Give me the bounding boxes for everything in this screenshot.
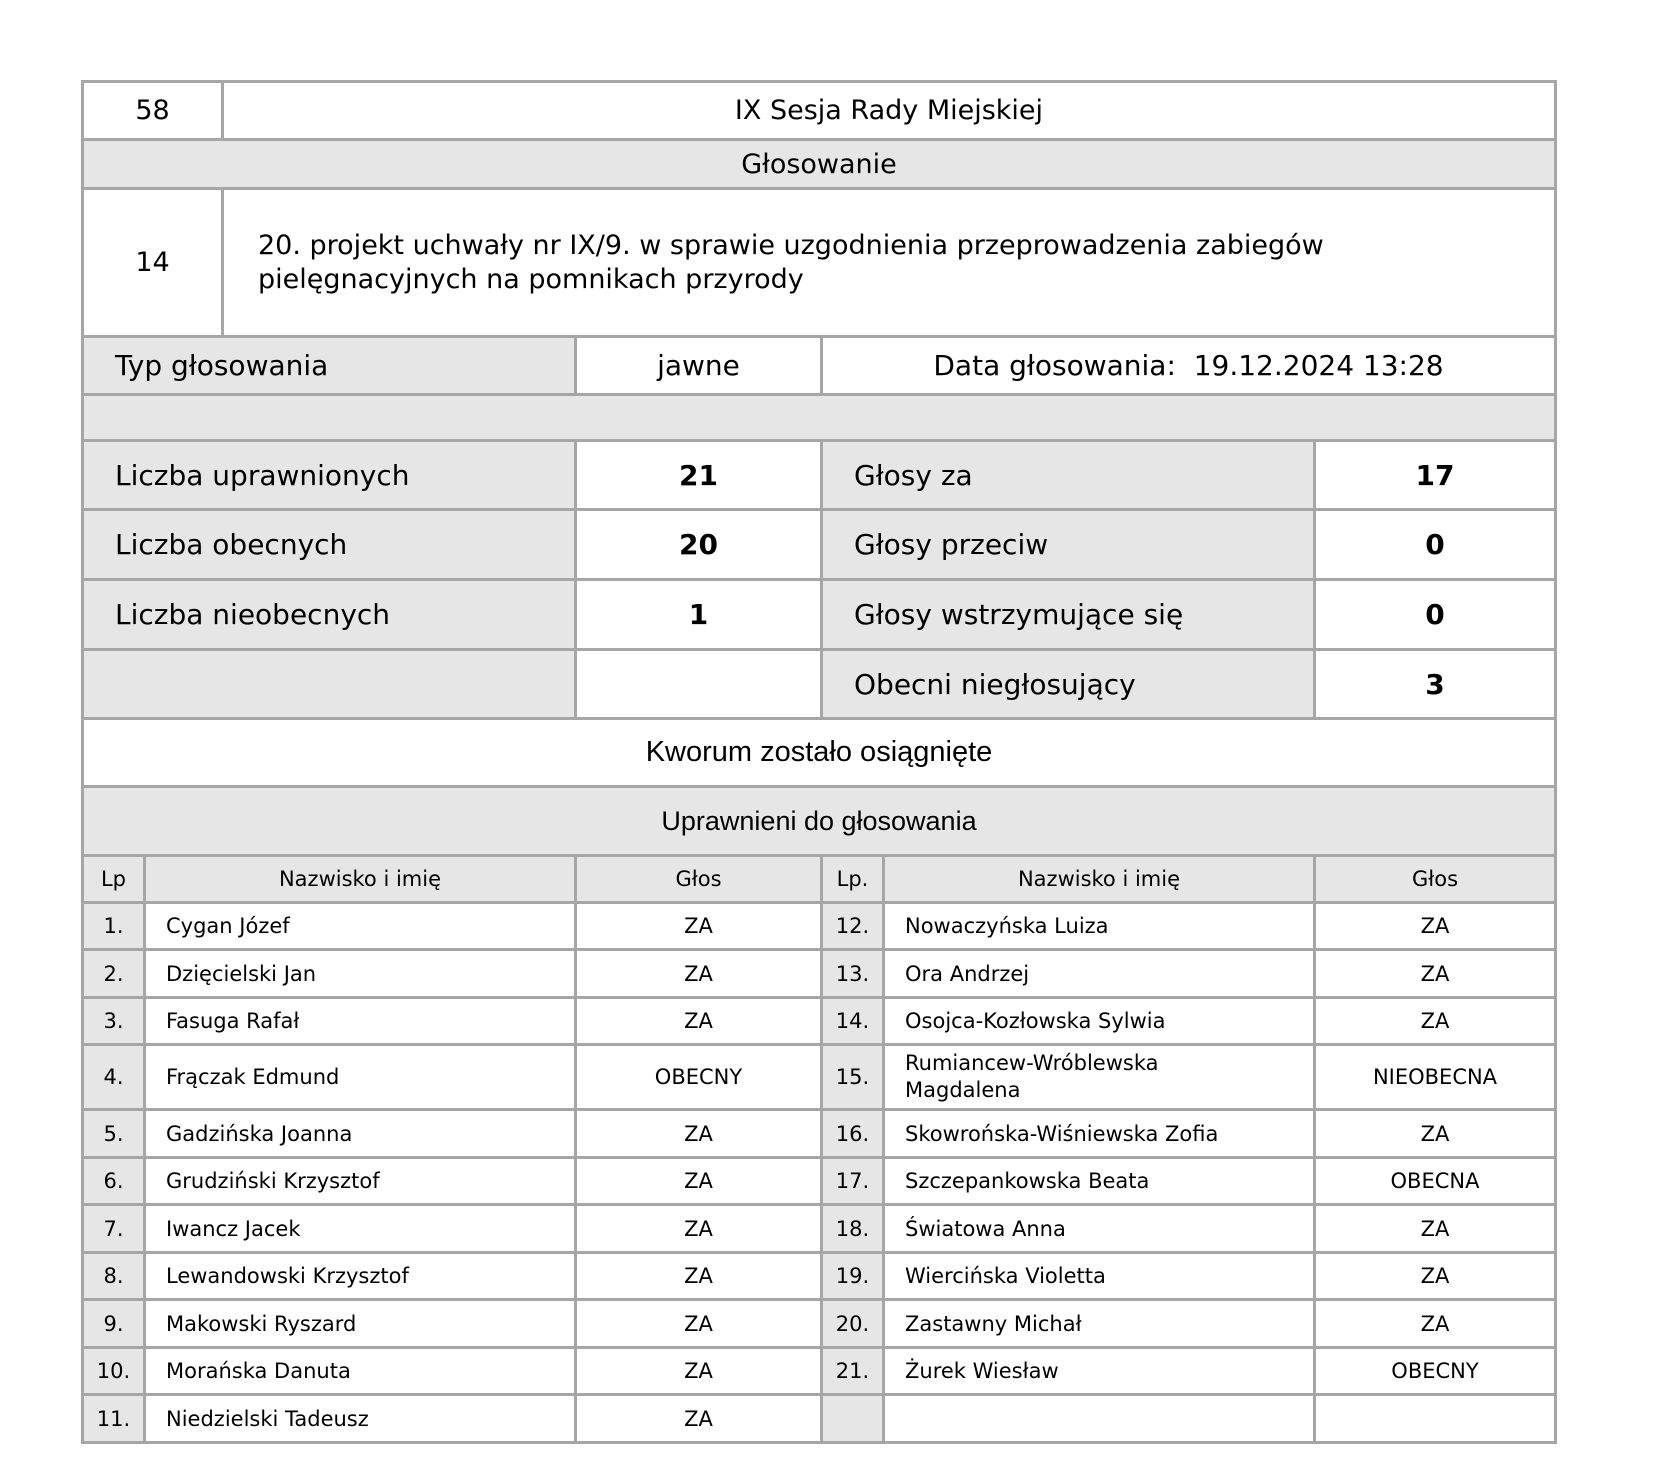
row-lp xyxy=(822,1395,884,1443)
present-label: Liczba obecnych xyxy=(83,510,576,580)
row-lp: 13. xyxy=(822,950,884,998)
row-vote: ZA xyxy=(576,903,822,950)
table-row xyxy=(83,1300,1556,1348)
row-lp: 18. xyxy=(822,1205,884,1253)
table-row xyxy=(83,1110,1556,1158)
table-row xyxy=(83,1395,1556,1443)
row-lp: 11. xyxy=(83,1395,145,1443)
row-lp: 17. xyxy=(822,1158,884,1205)
session-title: IX Sesja Rady Miejskiej xyxy=(223,82,1556,140)
nonvoting-value: 3 xyxy=(1315,650,1556,719)
vote-date-value: 19.12.2024 13:28 xyxy=(1193,349,1444,382)
voters-title: Uprawnieni do głosowania xyxy=(83,787,1556,856)
row-lp: 16. xyxy=(822,1110,884,1158)
row-name-line-2: Magdalena xyxy=(905,1078,1021,1102)
row-lp: 2. xyxy=(83,950,145,998)
row-lp: 12. xyxy=(822,903,884,950)
abstain-label: Głosy wstrzymujące się xyxy=(822,580,1315,650)
row-vote: ZA xyxy=(1315,998,1556,1045)
vote-date xyxy=(822,337,1556,395)
table-row xyxy=(83,950,1556,998)
row-vote xyxy=(1315,1395,1556,1443)
row-vote: OBECNY xyxy=(576,1045,822,1110)
row-name: Skowrońska-Wiśniewska Zofia xyxy=(884,1110,1315,1158)
row-name: Zastawny Michał xyxy=(884,1300,1315,1348)
against-value: 0 xyxy=(1315,510,1556,580)
row-name: Wiercińska Violetta xyxy=(884,1253,1315,1300)
row-name xyxy=(884,1045,1315,1110)
row-lp: 8. xyxy=(83,1253,145,1300)
row-name: Szczepankowska Beata xyxy=(884,1158,1315,1205)
row-vote: ZA xyxy=(576,1253,822,1300)
row-vote: ZA xyxy=(576,998,822,1045)
row-name: Cygan Józef xyxy=(145,903,576,950)
row-name-line-1: Rumiancew-Wróblewska xyxy=(905,1051,1159,1075)
eligible-value: 21 xyxy=(576,441,822,510)
vote-type-value: jawne xyxy=(576,337,822,395)
table-row xyxy=(83,903,1556,950)
row-lp: 21. xyxy=(822,1348,884,1395)
spacer-row xyxy=(83,395,1556,441)
eligible-label: Liczba uprawnionych xyxy=(83,441,576,510)
row-name: Światowa Anna xyxy=(884,1205,1315,1253)
row-name: Nowaczyńska Luiza xyxy=(884,903,1315,950)
table-row xyxy=(83,1348,1556,1395)
row-vote: ZA xyxy=(1315,1300,1556,1348)
nonvoting-label: Obecni niegłosujący xyxy=(822,650,1315,719)
for-label: Głosy za xyxy=(822,441,1315,510)
empty-cell xyxy=(83,650,576,719)
voting-sheet xyxy=(81,80,1557,1444)
row-lp: 3. xyxy=(83,998,145,1045)
session-number: 58 xyxy=(83,82,223,140)
row-lp: 20. xyxy=(822,1300,884,1348)
row-lp: 4. xyxy=(83,1045,145,1110)
row-name: Grudziński Krzysztof xyxy=(145,1158,576,1205)
row-lp: 5. xyxy=(83,1110,145,1158)
row-lp: 19. xyxy=(822,1253,884,1300)
row-name: Ora Andrzej xyxy=(884,950,1315,998)
row-vote: ZA xyxy=(576,1110,822,1158)
item-number: 14 xyxy=(83,189,223,337)
row-vote: ZA xyxy=(1315,950,1556,998)
absent-value: 1 xyxy=(576,580,822,650)
table-row xyxy=(83,1045,1556,1110)
row-vote: ZA xyxy=(1315,1253,1556,1300)
row-name: Iwancz Jacek xyxy=(145,1205,576,1253)
row-vote: ZA xyxy=(1315,1205,1556,1253)
row-vote: ZA xyxy=(576,1395,822,1443)
row-vote: OBECNY xyxy=(1315,1348,1556,1395)
col-header-lp: Lp xyxy=(83,856,145,903)
against-label: Głosy przeciw xyxy=(822,510,1315,580)
header-table xyxy=(81,80,1557,338)
row-lp: 6. xyxy=(83,1158,145,1205)
row-name: Morańska Danuta xyxy=(145,1348,576,1395)
row-vote: ZA xyxy=(576,1158,822,1205)
row-name xyxy=(884,1395,1315,1443)
table-row xyxy=(83,1158,1556,1205)
table-row xyxy=(83,998,1556,1045)
row-lp: 1. xyxy=(83,903,145,950)
abstain-value: 0 xyxy=(1315,580,1556,650)
table-row xyxy=(83,1253,1556,1300)
empty-cell xyxy=(576,650,822,719)
for-value: 17 xyxy=(1315,441,1556,510)
row-name: Dzięcielski Jan xyxy=(145,950,576,998)
row-name: Frączak Edmund xyxy=(145,1045,576,1110)
section-title: Głosowanie xyxy=(83,140,1556,189)
row-name: Niedzielski Tadeusz xyxy=(145,1395,576,1443)
present-value: 20 xyxy=(576,510,822,580)
row-vote: NIEOBECNA xyxy=(1315,1045,1556,1110)
col-header-lp: Lp. xyxy=(822,856,884,903)
row-name: Makowski Ryszard xyxy=(145,1300,576,1348)
row-name: Lewandowski Krzysztof xyxy=(145,1253,576,1300)
item-title xyxy=(223,189,1556,337)
vote-date-label: Data głosowania: xyxy=(933,349,1176,382)
col-header-vote: Głos xyxy=(576,856,822,903)
row-lp: 7. xyxy=(83,1205,145,1253)
row-lp: 9. xyxy=(83,1300,145,1348)
quorum-status: Kworum zostało osiągnięte xyxy=(83,719,1556,787)
row-vote: OBECNA xyxy=(1315,1158,1556,1205)
absent-label: Liczba nieobecnych xyxy=(83,580,576,650)
vote-type-label: Typ głosowania xyxy=(83,337,576,395)
row-vote: ZA xyxy=(576,1348,822,1395)
row-vote: ZA xyxy=(576,950,822,998)
col-header-name: Nazwisko i imię xyxy=(884,856,1315,903)
voters-table xyxy=(81,854,1557,1444)
col-header-name: Nazwisko i imię xyxy=(145,856,576,903)
table-row xyxy=(83,1205,1556,1253)
row-lp: 10. xyxy=(83,1348,145,1395)
col-header-vote: Głos xyxy=(1315,856,1556,903)
row-name: Gadzińska Joanna xyxy=(145,1110,576,1158)
row-name: Żurek Wiesław xyxy=(884,1348,1315,1395)
row-name: Fasuga Rafał xyxy=(145,998,576,1045)
row-lp: 14. xyxy=(822,998,884,1045)
row-lp: 15. xyxy=(822,1045,884,1110)
row-name: Osojca-Kozłowska Sylwia xyxy=(884,998,1315,1045)
row-vote: ZA xyxy=(1315,903,1556,950)
item-title-line-1: 20. projekt uchwały nr IX/9. w sprawie uzgodnienia przeprowadzenia zabiegów xyxy=(258,229,1324,261)
row-vote: ZA xyxy=(576,1205,822,1253)
row-vote: ZA xyxy=(1315,1110,1556,1158)
item-title-line-2: pielęgnacyjnych na pomnikach przyrody xyxy=(258,263,804,295)
row-vote: ZA xyxy=(576,1300,822,1348)
stats-table xyxy=(81,335,1557,857)
